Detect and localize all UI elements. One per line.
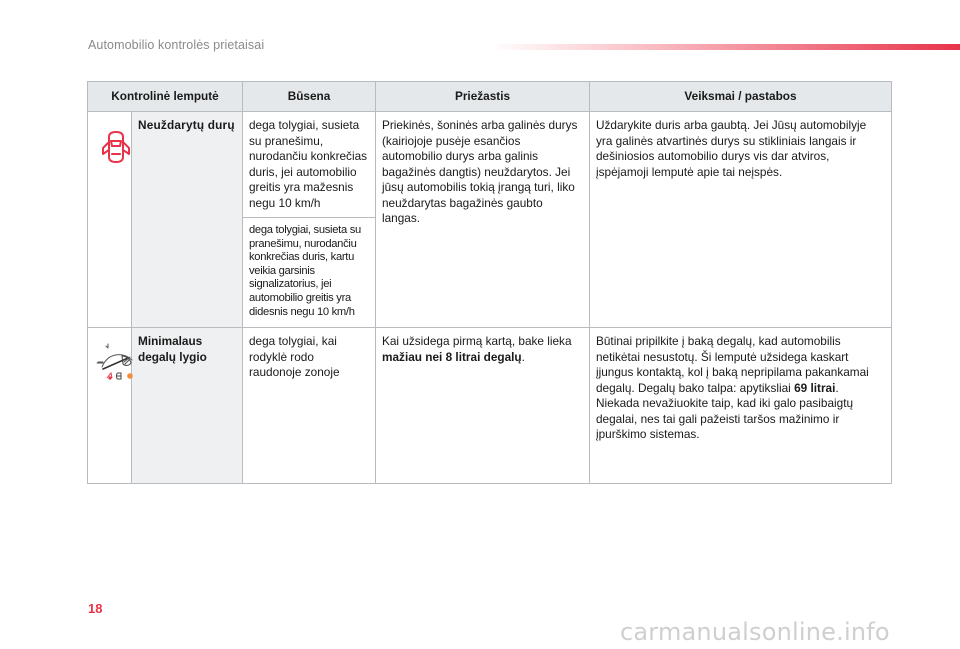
page-header-title: Automobilio kontrolės prietaisai <box>88 38 265 52</box>
fuel-low-cause-end: . <box>521 349 525 364</box>
column-header-warning-light: Kontrolinė lemputė <box>88 82 243 112</box>
fuel-gauge-icon <box>94 334 125 390</box>
door-open-icon <box>94 118 125 164</box>
door-open-icon-cell <box>88 112 132 328</box>
fuel-low-cause-text: Kai užsidega pirmą kartą, bake lieka <box>382 334 572 348</box>
fuel-low-actions-text: Būtinai pripilkite į baką degalų, kad automobilis netikėtai nesustotų. Ši lemputė užsidega kaskart įjungus kontaktą, kol į baką nepripilama pakankamai degalų. Degalų bako talpa: apytiksliai <box>596 334 869 395</box>
door-open-name: Neuždarytų durų <box>132 112 243 328</box>
fuel-gauge-icon-cell <box>88 328 132 484</box>
fuel-low-actions <box>590 328 892 484</box>
door-open-cause: Priekinės, šoninės arba galinės durys (kairiojoje pusėje esančios automobilio durys arba galinis bagažinės dangtis) neuždarytos. Jei jūsų automobilis tokią įrangą turi, liko neuždarytas bagažinės gaubto langas. <box>376 112 590 328</box>
column-header-actions: Veiksmai / pastabos <box>590 82 892 112</box>
fuel-low-state: dega tolygiai, kai rodyklė rodo raudonoje zonoje <box>243 328 376 484</box>
fuel-low-cause <box>376 328 590 484</box>
table-row-fuel-low <box>88 328 892 484</box>
fuel-low-actions-end: . Niekada nevažiuokite taip, kad iki galo pasibaigtų degalai, nes tai gali pažeisti taršos mažinimo ir įpurškimo sistemas. <box>596 380 854 441</box>
table-row-door-open <box>88 112 892 218</box>
table-header-row <box>88 82 892 112</box>
door-open-state-1: dega tolygiai, susieta su pranešimu, nurodančiu konkrečias duris, jei automobilio greitis yra mažesnis negu 10 km/h <box>243 112 376 218</box>
page-number: 18 <box>88 601 103 616</box>
fuel-low-name: Minimalaus degalų lygio <box>132 328 243 484</box>
column-header-cause: Priežastis <box>376 82 590 112</box>
door-open-state-2: dega tolygiai, susieta su pranešimu, nurodančiu konkrečias duris, kartu veikia garsinis signalizatorius, jei automobilio greitis yra didesnis negu 10 km/h <box>243 218 376 328</box>
header-accent-bar <box>490 44 960 50</box>
door-open-actions: Uždarykite duris arba gaubtą. Jei Jūsų automobilyje yra galinės atvartinės durys su stikliniais langais ir dešiniosios automobilio durys vis dar atviros, įspėjamoji lemputė apie tai neįspės. <box>590 112 892 328</box>
warning-lights-table <box>87 81 892 484</box>
fuel-low-tank-capacity: 69 litrai <box>794 380 836 395</box>
fuel-low-cause-bold: mažiau nei 8 litrai degalų <box>382 349 522 364</box>
column-header-state: Būsena <box>243 82 376 112</box>
watermark-text: carmanualsonline.info <box>620 618 890 646</box>
